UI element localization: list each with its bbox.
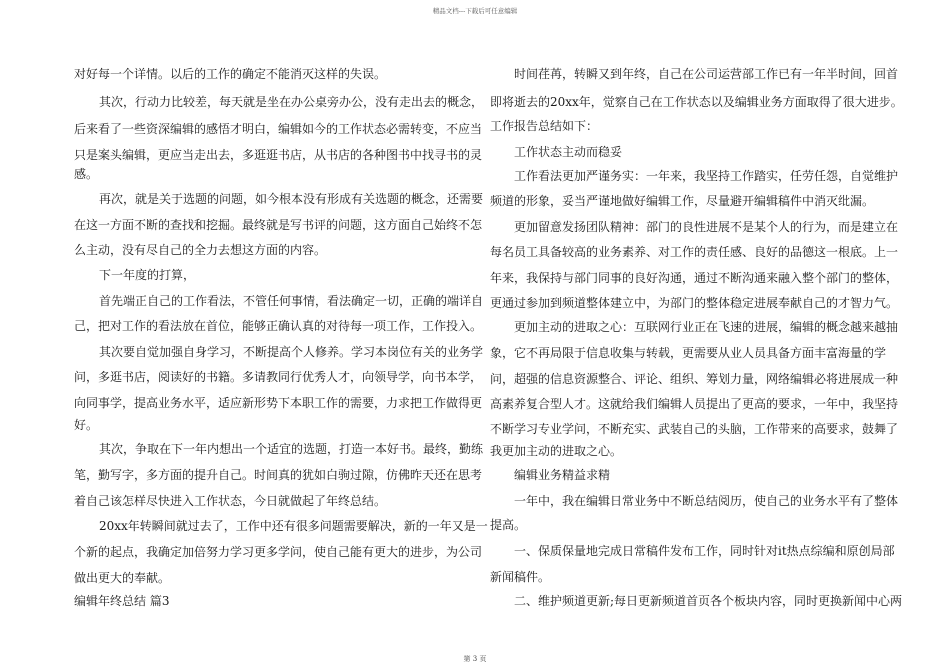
text-line: 工作报告总结如下： (490, 119, 599, 133)
text-line: 一年中，我在编辑日常业务中不断总结阅历，使自己的业务水平有了整体 (514, 494, 899, 508)
text-line: 笔，勤写字，多方面的提升自己。时间真的犹如白驹过隙，仿佛昨天还在思考 (74, 468, 483, 482)
text-line: 其次，争取在下一年内想出一个适宜的选题，打造一本好书。最终，勤练 (99, 442, 484, 456)
text-line: 时间荏苒，转瞬又到年终，自己在公司运营部工作已有一年半时间，回首 (514, 67, 899, 81)
text-line: 频道的形象，妥当严谨地做好编辑工作，尽量避开编辑稿件中消灭纰漏。 (490, 194, 875, 208)
text-line: 问，超强的信息资源整合、评论、组织、筹划力量，网络编辑必将进展成一种 (490, 372, 899, 386)
text-line: 我更加主动的进取之心。 (490, 444, 623, 458)
text-line: 感。 (74, 167, 99, 181)
page-footer: 第 3 页 (463, 655, 487, 663)
section-heading: 工作状态主动而稳妥 (514, 145, 623, 159)
text-line: 更加主动的进取之心：互联网行业正在飞速的进展，编辑的概念越来越抽 (514, 320, 899, 334)
text-line: 后来看了一些资深编辑的感悟才明白，编辑如今的工作状态必需转变，不应当 (74, 122, 483, 136)
text-line: 一、保质保量地完成日常稿件发布工作，同时针对it热点综编和原创局部 (514, 544, 895, 558)
text-line: 更通过参加到频道整体建立中，为部门的整体稳定进展奉献自己的才智力气。 (490, 296, 899, 310)
text-line: 更加留意发扬团队精神：部门的良性进展不是某个人的行为，而是建立在 (514, 220, 899, 234)
text-line: 对好每一个详情。以后的工作的确定不能消灭这样的失误。 (74, 67, 387, 81)
page-header: 精品文档---下载后可任意编辑 (432, 7, 518, 15)
text-line: 己，把对工作的看法放在首位，能够正确认真的对待每一项工作，工作投入。 (74, 319, 483, 333)
text-line: 20xx年转瞬间就过去了，工作中还有很多问题需要解决，新的一年又是一 (99, 519, 488, 533)
text-line: 象，它不再局限于信息收集与转载，更需要从业人员具备方面丰富海量的学 (490, 346, 887, 360)
text-line: 每名员工具备较高的业务素养、对工作的责任感、良好的品德这一根底。上一 (490, 245, 899, 259)
text-line: 工作看法更加严谨务实：一年来，我坚持工作踏实，任劳任怨，自觉维护 (514, 169, 899, 183)
text-line: 其次要自觉加强自身学习，不断提高个人修养。学习本岗位有关的业务学 (99, 345, 484, 359)
text-line: 做出更大的奉献。 (74, 571, 171, 585)
text-line: 个新的起点，我确定加倍努力学习更多学问，使自己能有更大的进步，为公司 (74, 545, 483, 559)
text-line: 在这一方面不断的查找和挖掘。最终就是写书评的问题，这方面自己始终不怎 (74, 218, 483, 232)
text-line: 首先端正自己的工作看法，不管任何事情，看法确定一切，正确的端详自 (99, 294, 484, 308)
text-line: 即将逝去的20xx年，觉察自己在工作状态以及编辑业务方面取得了很大进步。 (490, 95, 903, 109)
text-line: 二、维护频道更新;每日更新频道首页各个板块内容，同时更换新闻中心两 (514, 594, 903, 608)
text-line: 提高。 (490, 518, 527, 532)
text-line: 向同事学，提高业务水平，适应新形势下本职工作的需要，力求把工作做得更 (74, 396, 483, 410)
text-line: 下一年度的打算， (99, 268, 196, 282)
text-line: 好。 (74, 418, 99, 432)
text-line: 年来，我保持与部门同事的良好沟通，通过不断沟通来融入整个部门的整体， (490, 271, 899, 285)
text-line: 么主动，没有尽自己的全力去想这方面的内容。 (74, 243, 327, 257)
text-line: 再次，就是关于选题的问题，如今根本没有形成有关选题的概念，还需要 (99, 192, 484, 206)
text-line: 新闻稿件。 (490, 570, 551, 584)
section-heading: 编辑年终总结 篇3 (74, 594, 170, 608)
text-line: 高素养复合型人才。这就给我们编辑人员提出了更高的要求，一年中，我坚持 (490, 397, 899, 411)
text-line: 其次，行动力比较差，每天就是坐在办公桌旁办公，没有走出去的概念， (99, 95, 484, 109)
text-line: 只是案头编辑，更应当走出去，多逛逛书店，从书店的各种图书中找寻书的灵 (74, 148, 483, 162)
text-line: 不断学习专业学问，不断充实、武装自己的头脑，工作带来的高要求，鼓舞了 (490, 422, 899, 436)
text-line: 着自己该怎样尽快进入工作状态，今日就做起了年终总结。 (74, 494, 387, 508)
text-line: 问，多逛书店，阅读好的书籍。多请教同行优秀人才，向领导学，向书本学， (74, 370, 483, 384)
section-heading: 编辑业务精益求精 (514, 468, 611, 482)
